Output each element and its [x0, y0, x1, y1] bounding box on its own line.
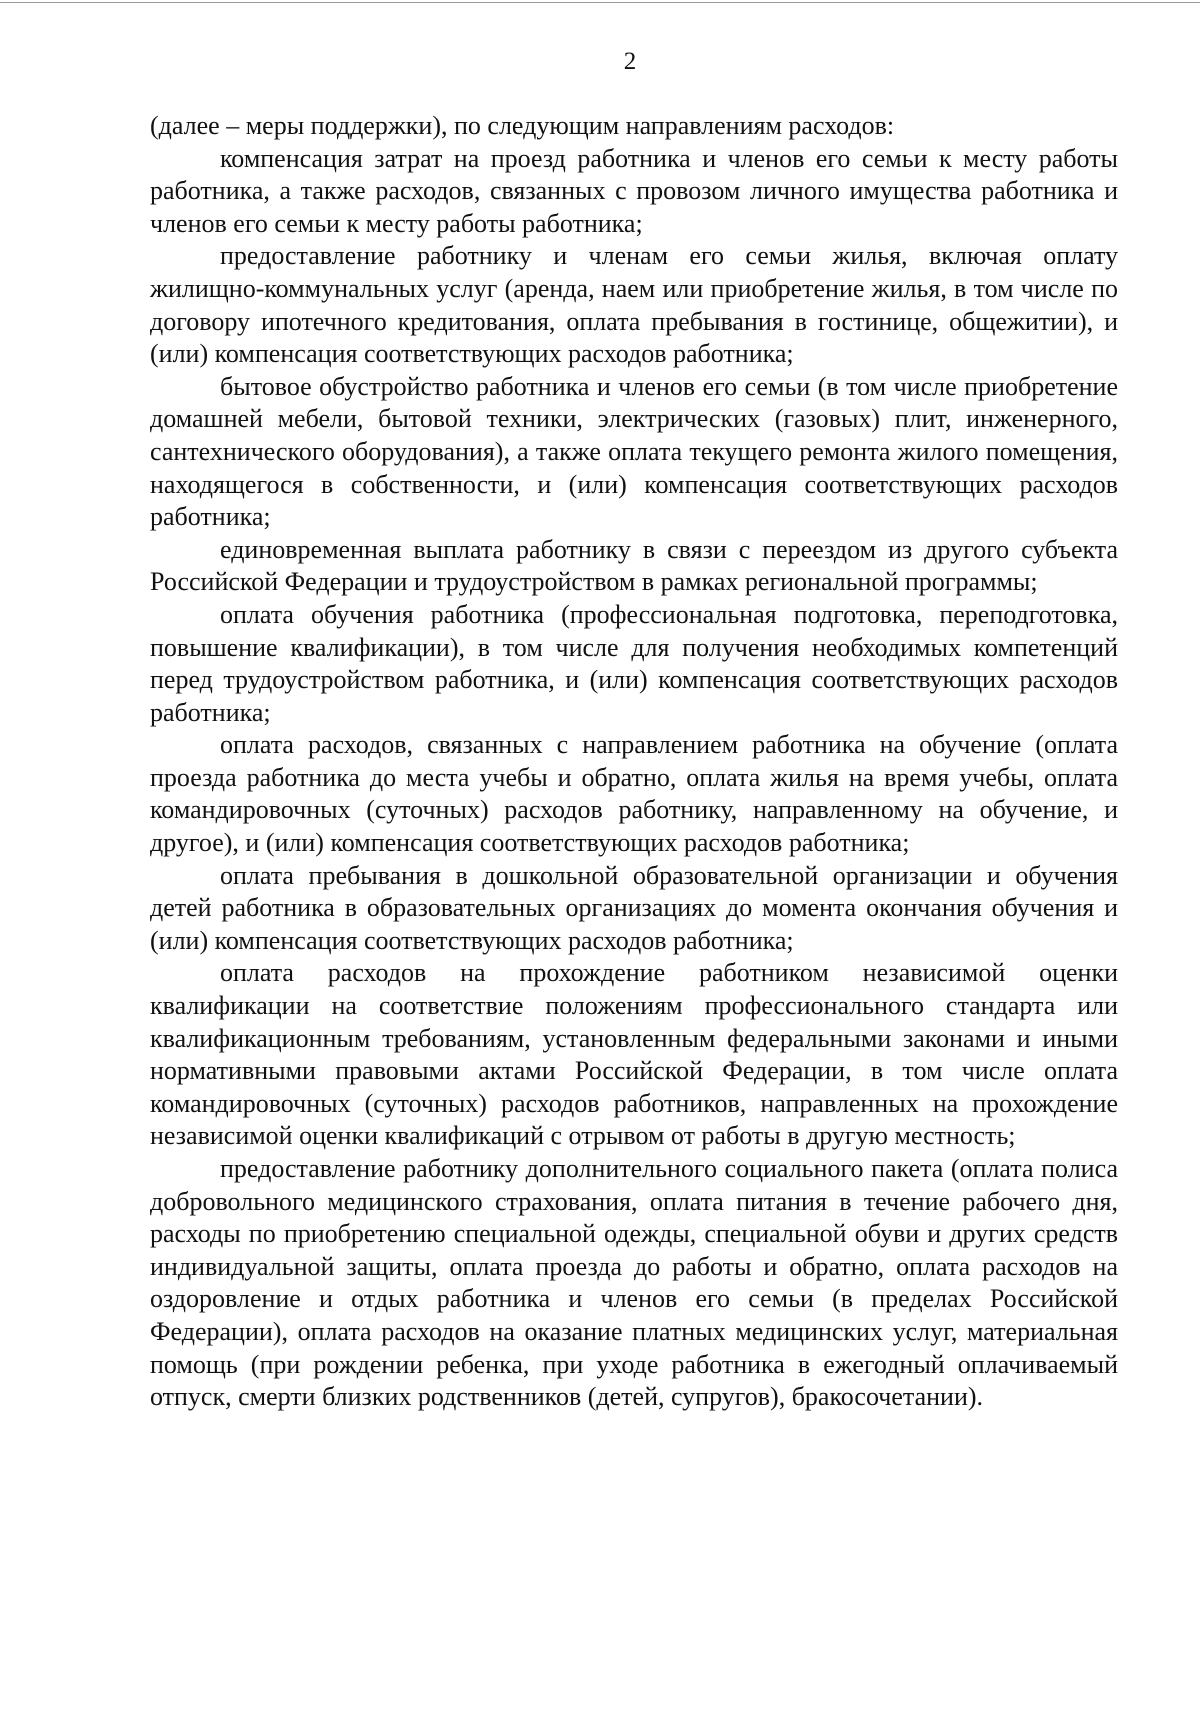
paragraph-children-education: оплата пребывания в дошкольной образовательной организации и обучения детей работника в образовательных организациях до момента окончания обучения и (или) компенсация соответствующих расходов работника;	[150, 860, 1118, 955]
paragraph-household-setup: бытовое обустройство работника и членов его семьи (в том числе приобретение домашней мебели, бытовой техники, электрических (газовых) плит, инженерного, сантехнического оборудования), а также оплата текущего ремонта жилого помещения, находящегося в собственности, и (или) компенсация соответствующих расходов работника;	[150, 371, 1118, 532]
document-body	[150, 110, 1118, 1414]
paragraph-travel-compensation: компенсация затрат на проезд работника и членов его семьи к месту работы работника, а также расходов, связанных с провозом личного имущества работника и членов его семьи к месту работы работника;	[150, 143, 1118, 238]
scan-edge-line	[0, 2, 1200, 3]
paragraph-social-package: предоставление работнику дополнительного социального пакета (оплата полиса добровольного медицинского страхования, оплата питания в течение рабочего дня, расходы по приобретению специальной одежды, специальной обуви и других средств индивидуальной защиты, оплата проезда до работы и обратно, оплата расходов на оздоровление и отдых работника и членов его семьи (в пределах Российской Федерации), оплата расходов на оказание платных медицинских услуг, материальная помощь (при рождении ребенка, при уходе работника в ежегодный оплачиваемый отпуск, смерти близких родственников (детей, супругов), бракосочетании).	[150, 1154, 1118, 1412]
paragraph-intro: (далее – меры поддержки), по следующим направлениям расходов:	[150, 111, 895, 140]
paragraph-training-payment: оплата обучения работника (профессиональная подготовка, переподготовка, повышение квалификации), в том числе для получения необходимых компетенций перед трудоустройством работника, и (или) компенсация соответствующих расходов работника;	[150, 599, 1118, 727]
paragraph-relocation-payment: единовременная выплата работнику в связи с переездом из другого субъекта Российской Федерации и трудоустройством в рамках региональной программы;	[150, 534, 1118, 597]
paragraph-housing: предоставление работнику и членам его семьи жилья, включая оплату жилищно-коммунальных услуг (аренда, наем или приобретение жилья, в том числе по договору ипотечного кредитования, оплата пребывания в гостинице, общежитии), и (или) компенсация соответствующих расходов работника;	[150, 241, 1118, 369]
paragraph-qualification-assessment: оплата расходов на прохождение работником независимой оценки квалификации на соответствие положениям профессионального стандарта или квалификационным требованиям, установленным федеральными законами и иными нормативными правовыми актами Российской Федерации, в том числе оплата командировочных (суточных) расходов работников, направленных на прохождение независимой оценки квалификаций с отрывом от работы в другую местность;	[150, 958, 1118, 1151]
paragraph-training-expenses: оплата расходов, связанных с направлением работника на обучение (оплата проезда работника до места учебы и обратно, оплата жилья на время учебы, оплата командировочных (суточных) расходов работнику, направленному на обучение, и другое), и (или) компенсация соответствующих расходов работника;	[150, 730, 1118, 858]
page-number: 2	[623, 48, 637, 75]
